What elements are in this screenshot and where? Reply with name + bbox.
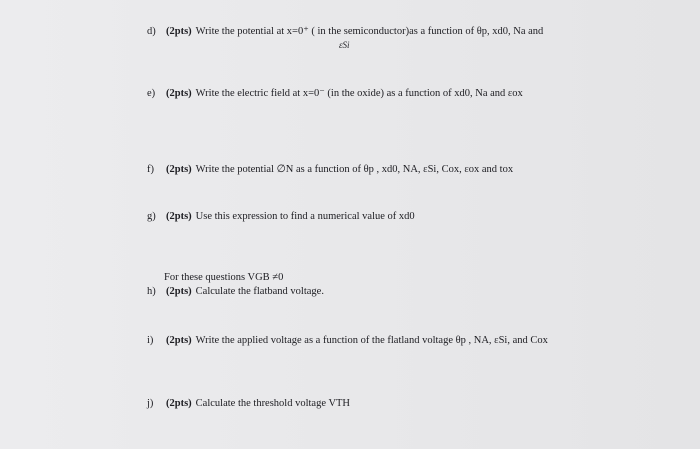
question-j [147,397,350,410]
question-text: Write the applied voltage as a function of the flatland voltage θp , NA, εSi, and Cox [195,335,548,346]
question-d-continuation: εSi [339,40,350,50]
points: (2pts) [166,164,192,175]
question-text: Write the potential at x=0⁺ ( in the semiconductor)as a function of θp, xd0, Na and [195,26,544,37]
question-f [147,163,513,176]
question-d [147,25,543,38]
note-vgb: For these questions VGB ≠0 [164,272,284,283]
question-e [147,87,523,100]
points: (2pts) [166,286,192,297]
question-label: g) [147,211,156,222]
question-h [147,285,324,298]
question-text: Write the potential ∅N as a function of θp , xd0, NA, εSi, Cox, εox and tox [195,164,514,175]
points: (2pts) [166,398,192,409]
question-g [147,210,415,223]
question-text: Write the electric field at x=0⁻ (in the oxide) as a function of xd0, Na and εox [195,88,523,99]
question-text: Calculate the threshold voltage VTH [195,398,351,409]
question-i [147,334,548,347]
question-label: f) [147,164,154,175]
points: (2pts) [166,211,192,222]
points: (2pts) [166,26,192,37]
question-label: j) [147,398,154,409]
points: (2pts) [166,88,192,99]
question-label: d) [147,26,156,37]
question-text: Calculate the flatband voltage. [195,286,324,297]
points: (2pts) [166,335,192,346]
question-label: h) [147,286,156,297]
question-text: Use this expression to find a numerical value of xd0 [195,211,415,222]
question-label: i) [147,335,154,346]
question-label: e) [147,88,156,99]
